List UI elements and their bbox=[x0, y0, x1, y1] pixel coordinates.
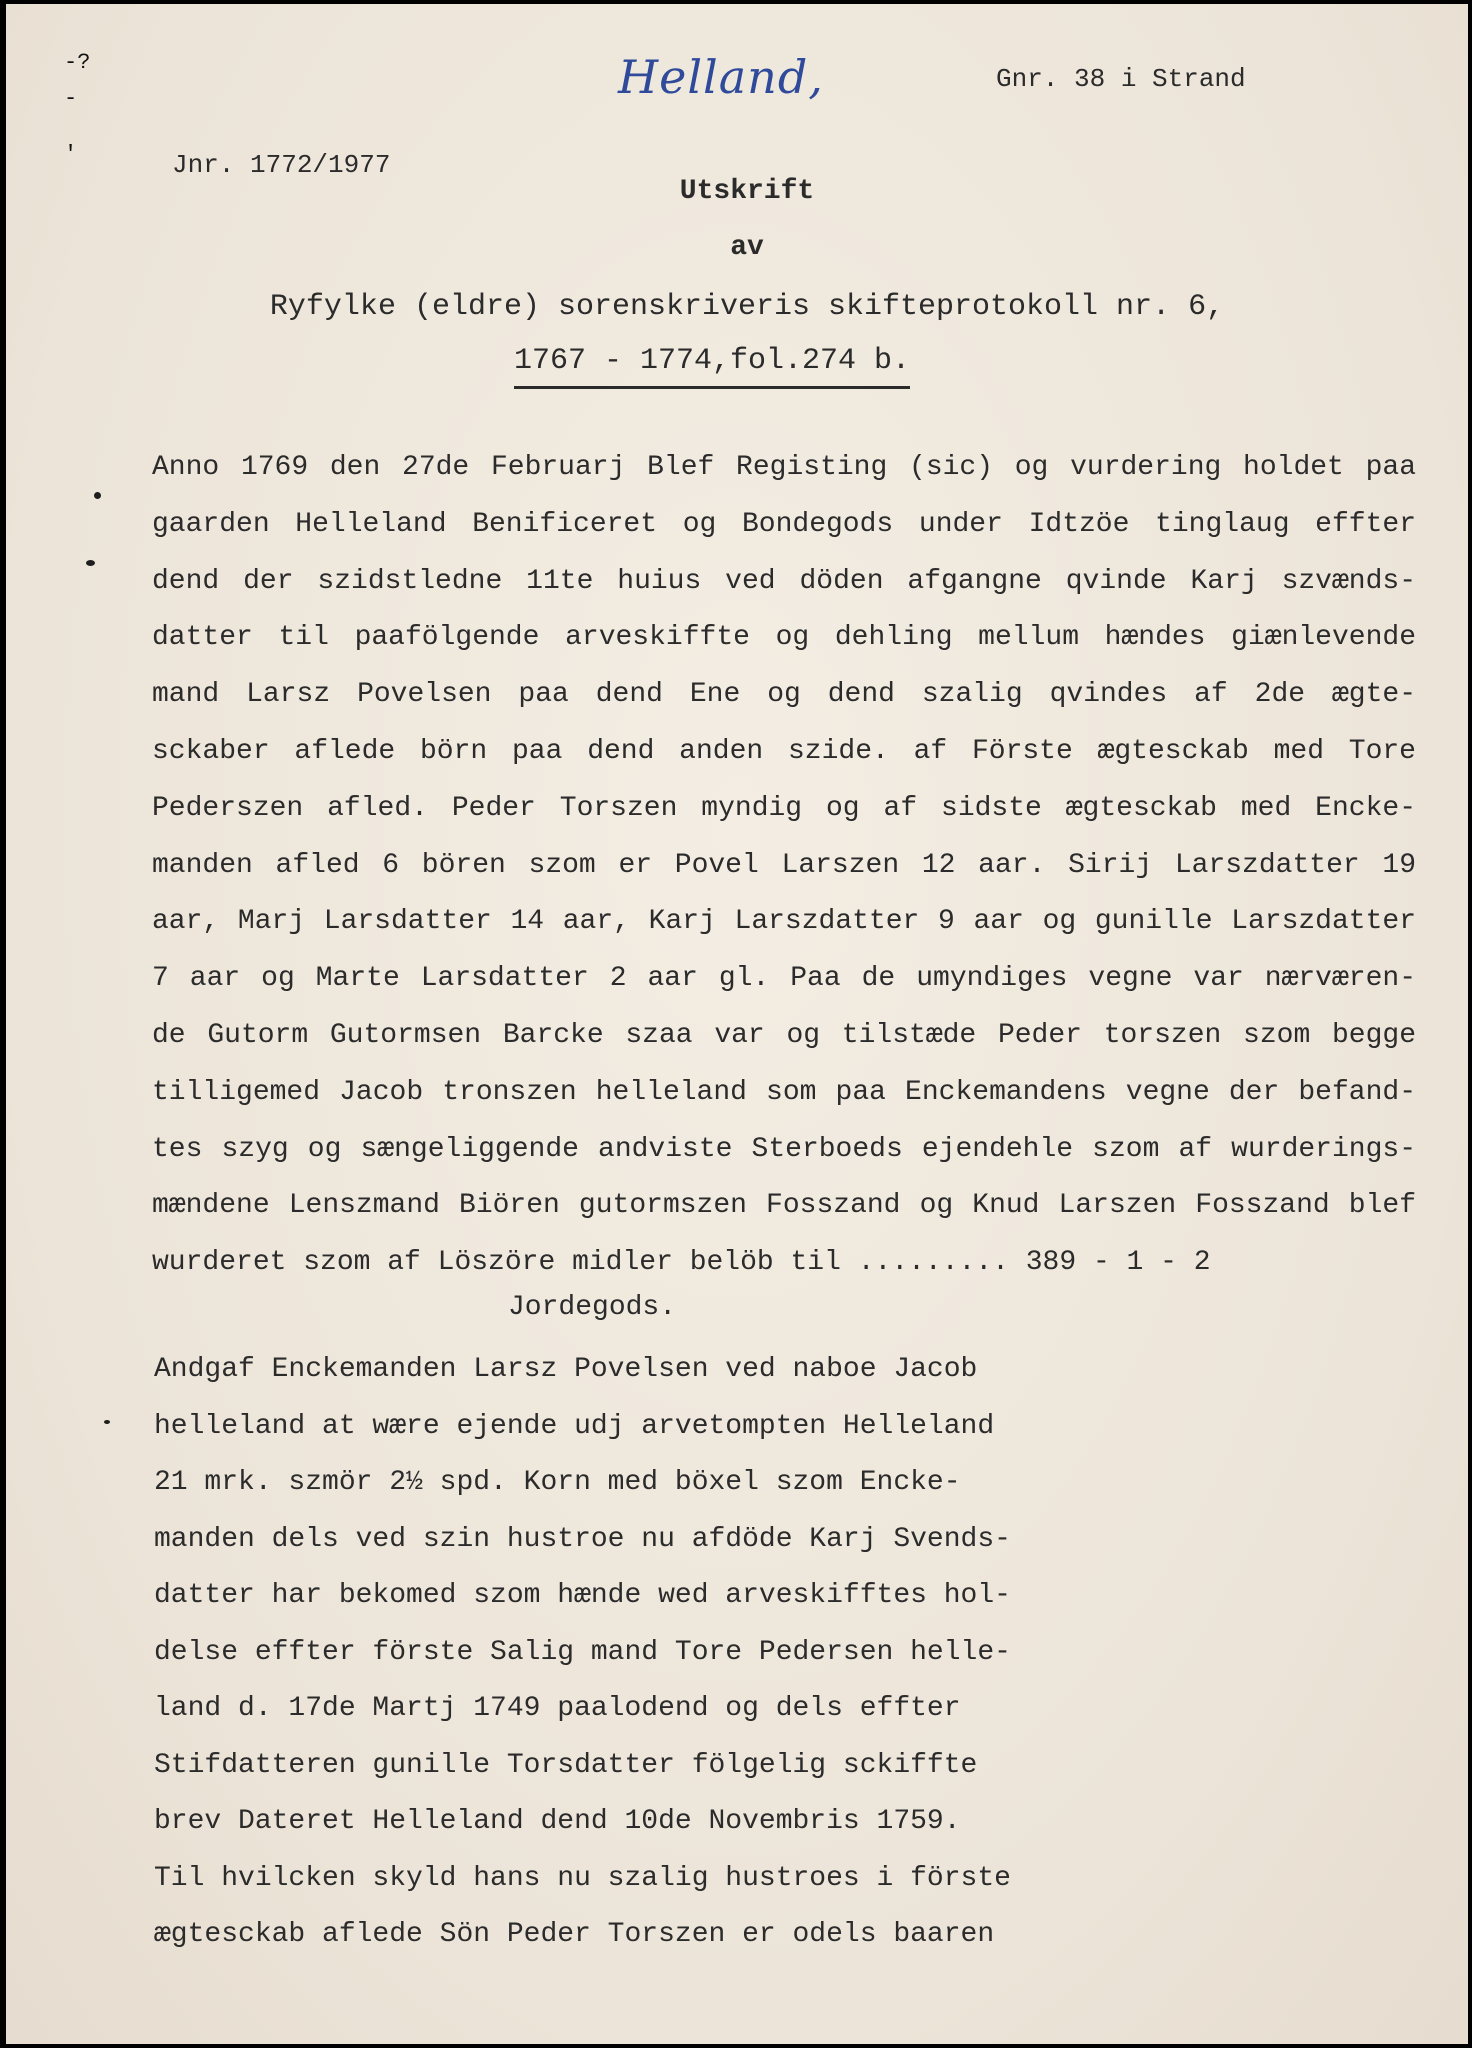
text-line: helleland at wære ejende udj arvetompten Helleland bbox=[154, 1410, 995, 1442]
text-line: tes szyg og sængeliggende andviste Sterboeds ejendehle szom af wurderings- bbox=[152, 1133, 1416, 1165]
handwritten-name: Helland, bbox=[618, 50, 824, 104]
text-line: tilligemed Jacob tronszen helleland som paa Enckemandens vegne der befand- bbox=[152, 1076, 1416, 1108]
margin-mark bbox=[94, 492, 101, 499]
text-line: datter til paafölgende arveskiffte og dehling mellum hændes giænlevende bbox=[152, 622, 1416, 654]
text-line: manden dels ved szin hustroe nu afdöde Karj Svends- bbox=[154, 1523, 1011, 1555]
body-paragraph bbox=[154, 1342, 1014, 1964]
text-line: aar, Marj Larsdatter 14 aar, Karj Larszdatter 9 aar og gunille Larszdatter bbox=[152, 906, 1416, 938]
margin-mark: -? bbox=[64, 50, 91, 75]
protocol-reference: 1767 - 1774,fol.274 b. bbox=[514, 344, 910, 389]
text-line: 7 aar og Marte Larsdatter 2 aar gl. Paa de umyndiges vegne var nærværen- bbox=[152, 963, 1416, 995]
text-line: gaarden Helleland Benificeret og Bondegods under Idtzöe tinglaug effter bbox=[152, 508, 1416, 540]
section-heading: Jordegods. bbox=[508, 1292, 677, 1323]
text-line: brev Dateret Helleland dend 10de Novembris 1759. bbox=[154, 1806, 961, 1837]
text-line: dend der szidstledne 11te huius ved döden afgangne qvinde Karj szvænds- bbox=[152, 565, 1416, 597]
document-title-conjunction: av bbox=[730, 232, 764, 263]
margin-mark bbox=[86, 560, 95, 566]
document-page bbox=[6, 4, 1468, 2044]
text-line: manden afled 6 bören szom er Povel Larszen 12 aar. Sirij Larszdatter 19 bbox=[152, 849, 1416, 881]
body-paragraph bbox=[152, 440, 1416, 1292]
margin-mark bbox=[104, 1420, 110, 1424]
text-line: land d. 17de Martj 1749 paalodend og dels effter bbox=[154, 1693, 961, 1724]
text-line: mændene Lenszmand Biören gutormszen Fosszand og Knud Larszen Fosszand blef bbox=[152, 1190, 1416, 1222]
journal-number: Jnr. 1772/1977 bbox=[172, 150, 391, 180]
protocol-title: Ryfylke (eldre) sorenskriveris skifteprotokoll nr. 6, bbox=[269, 290, 1225, 324]
text-line: Anno 1769 den 27de Februarj Blef Registing (sic) og vurdering holdet paa bbox=[152, 452, 1416, 483]
text-line: mand Larsz Povelsen paa dend Ene og dend szalig qvindes af 2de ægte- bbox=[152, 679, 1416, 711]
text-line: Til hvilcken skyld hans nu szalig hustroes i förste bbox=[154, 1862, 1011, 1894]
text-line: delse effter förste Salig mand Tore Pedersen helle- bbox=[154, 1636, 1011, 1668]
margin-mark: - bbox=[64, 86, 78, 111]
text-line: 21 mrk. szmör 2½ spd. Korn med böxel szom Encke- bbox=[154, 1467, 961, 1498]
document-title: Utskrift bbox=[679, 176, 815, 207]
property-number: Gnr. 38 i Strand bbox=[996, 64, 1246, 94]
text-line: wurderet szom af Löszöre midler belöb til ......... 389 - 1 - 2 bbox=[152, 1247, 1211, 1279]
text-line: Stifdatteren gunille Torsdatter fölgelig sckiffte bbox=[154, 1749, 978, 1781]
text-line: ægtesckab aflede Sön Peder Torszen er odels baaren bbox=[154, 1919, 995, 1950]
text-line: de Gutorm Gutormsen Barcke szaa var og tilstæde Peder torszen szom begge bbox=[152, 1019, 1416, 1051]
margin-mark: ' bbox=[64, 142, 78, 167]
text-line: Andgaf Enckemanden Larsz Povelsen ved naboe Jacob bbox=[154, 1354, 978, 1385]
text-line: Pederszen afled. Peder Torszen myndig og af sidste ægtesckab med Encke- bbox=[152, 792, 1416, 824]
text-line: datter har bekomed szom hænde wed arveskifftes hol- bbox=[154, 1580, 1011, 1611]
text-line: sckaber aflede börn paa dend anden szide. af Förste ægtesckab med Tore bbox=[152, 735, 1416, 767]
